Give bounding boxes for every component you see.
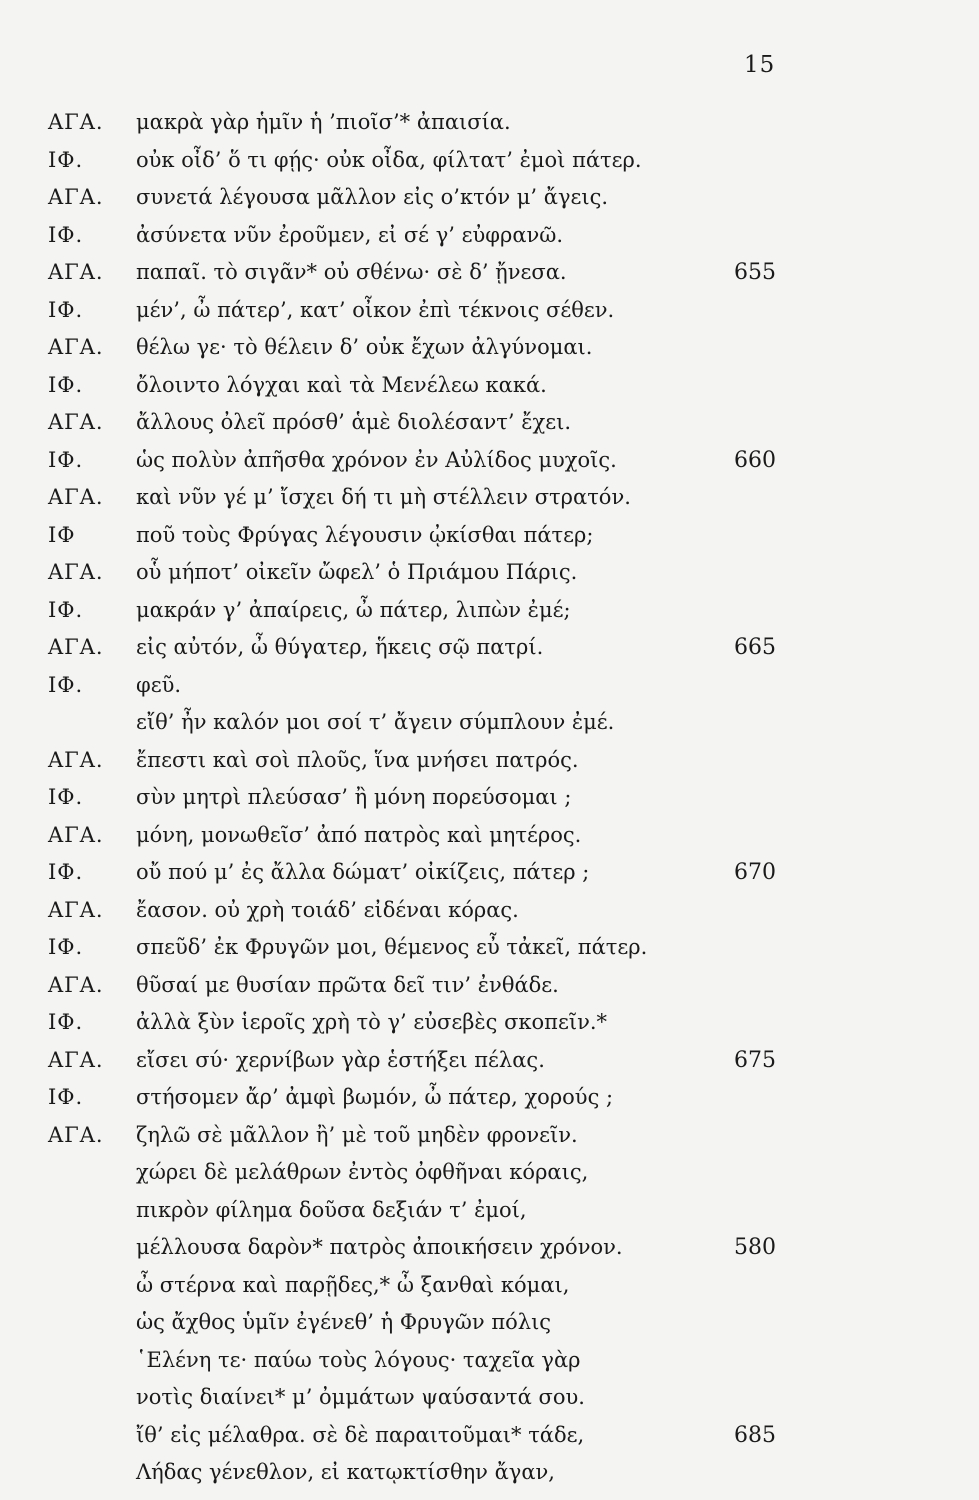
verse-text: στήσομεν ἄρ’ ἀμφὶ βωμόν, ὦ πάτερ, χορούς ; [136, 1085, 614, 1109]
verse-text: μόνη, μονωθεῖσ’ ἀπό πατρὸς καὶ μητέρος. [136, 822, 582, 847]
verse-line [0, 779, 979, 817]
verse-line [0, 1454, 979, 1492]
verse-text: ἔασον. οὐ χρὴ τοιάδ’ εἰδέναι κόρας. [136, 897, 519, 922]
verse-line [0, 1079, 979, 1117]
page-number: 15 [744, 52, 776, 78]
line-number: 665 [734, 635, 776, 660]
speaker-label: ΑΓΑ. [48, 635, 104, 659]
verse-text: ἀλλὰ ξὺν ἱεροῖς χρὴ τὸ γ’ εὐσεβὲς σκοπεῖν.* [136, 1010, 608, 1034]
verse-line [0, 667, 979, 705]
line-number: 655 [734, 260, 776, 285]
speaker-label: ΑΓΑ. [48, 260, 104, 284]
verse-lines [0, 104, 979, 1492]
verse-line [0, 1192, 979, 1230]
verse-line [0, 1267, 979, 1305]
speaker-label: ΑΓΑ. [48, 410, 104, 434]
speaker-label: ΙΦ. [48, 935, 84, 959]
verse-line [0, 742, 979, 780]
verse-text: σὺν μητρὶ πλεύσασ’ ἢ μόνη πορεύσομαι ; [136, 785, 572, 809]
verse-line [0, 367, 979, 405]
verse-text: οὔ πού μ’ ἐς ἄλλα δώματ’ οἰκίζεις, πάτερ ; [136, 860, 590, 884]
verse-text: μέλλουσα δαρὸν* πατρὸς ἀποικήσειν χρόνον. [136, 1235, 623, 1259]
verse-text: εἴσει σύ· χερνίβων γὰρ ἑστήξει πέλας. [136, 1047, 545, 1072]
verse-text: συνετά λέγουσα μᾶλλον εἰς ο’κτόν μ’ ἄγεις. [136, 185, 609, 209]
verse-text: ῾Ελένη τε· παύω τοὺς λόγους· ταχεῖα γὰρ [136, 1347, 581, 1372]
verse-text: ὡς πολὺν ἀπῆσθα χρόνον ἐν Αὐλίδος μυχοῖς. [136, 447, 617, 472]
verse-text: ὄλοιντο λόγχαι καὶ τὰ Μενέλεω κακά. [136, 372, 547, 397]
verse-line [0, 1379, 979, 1417]
verse-line [0, 892, 979, 930]
speaker-label: ΑΓΑ. [48, 560, 104, 584]
verse-text: νοτὶς διαίνει* μ’ ὀμμάτων ψαύσαντά σου. [136, 1385, 585, 1409]
speaker-label: ΙΦ. [48, 785, 84, 809]
speaker-label: ΑΓΑ. [48, 747, 104, 772]
verse-line [0, 629, 979, 667]
verse-line [0, 217, 979, 255]
verse-text: θῦσαί με θυσίαν πρῶτα δεῖ τιν’ ἐνθάδε. [136, 972, 559, 997]
speaker-label: ΙΦ. [48, 597, 84, 622]
verse-line [0, 817, 979, 855]
speaker-label: ΙΦ. [48, 1085, 84, 1109]
speaker-label: ΑΓΑ. [48, 822, 104, 847]
verse-text: ἔπεστι καὶ σοὶ πλοῦς, ἵνα μνήσει πατρός. [136, 747, 579, 772]
speaker-label: ΑΓΑ. [48, 485, 104, 509]
verse-text: οὗ μήποτ’ οἰκεῖν ὤφελ’ ὁ Πριάμου Πάρις. [136, 560, 578, 584]
speaker-label: ΙΦ. [48, 222, 84, 247]
verse-text: οὐκ οἶδ’ ὅ τι φῄς· οὐκ οἶδα, φίλτατ’ ἐμοὶ πάτερ. [136, 147, 642, 172]
speaker-label: ΙΦ. [48, 672, 84, 697]
line-number: 580 [734, 1235, 776, 1260]
speaker-label: ΑΓΑ. [48, 897, 104, 922]
verse-text: πικρὸν φίλημα δοῦσα δεξιάν τ’ ἐμοί, [136, 1197, 527, 1222]
verse-line [0, 929, 979, 967]
speaker-label: ΑΓΑ. [48, 335, 104, 359]
verse-text: χώρει δὲ μελάθρων ἐντὸς ὀφθῆναι κόραις, [136, 1160, 589, 1184]
verse-line [0, 592, 979, 630]
speaker-label: ΑΓΑ. [48, 1047, 104, 1072]
verse-line [0, 179, 979, 217]
speaker-label: ΑΓΑ. [48, 110, 104, 134]
verse-line [0, 329, 979, 367]
speaker-label: ΑΓΑ. [48, 185, 104, 209]
verse-line [0, 1117, 979, 1155]
verse-line [0, 1154, 979, 1192]
verse-line [0, 517, 979, 555]
line-number: 670 [734, 860, 776, 885]
verse-text: ζηλῶ σὲ μᾶλλον ἢ’ μὲ τοῦ μηδὲν φρονεῖν. [136, 1122, 578, 1147]
verse-line [0, 1342, 979, 1380]
verse-text: εἰς αὐτόν, ὦ θύγατερ, ἥκεις σῷ πατρί. [136, 635, 544, 659]
verse-text: θέλω γε· τὸ θέλειν δ’ οὐκ ἔχων ἀλγύνομαι. [136, 335, 593, 359]
verse-line [0, 1417, 979, 1455]
speaker-label: ΙΦ. [48, 147, 84, 172]
verse-text: μακράν γ’ ἀπαίρεις, ὦ πάτερ, λιπὼν ἐμέ; [136, 597, 571, 622]
verse-text: ποῦ τοὺς Φρύγας λέγουσιν ᾠκίσθαι πάτερ; [136, 522, 594, 547]
speaker-label: ΙΦ. [48, 1010, 84, 1034]
speaker-label: ΙΦ [48, 522, 76, 547]
verse-line [0, 554, 979, 592]
verse-text: ἄλλους ὀλεῖ πρόσθ’ ἁμὲ διολέσαντ’ ἔχει. [136, 410, 572, 434]
verse-line [0, 442, 979, 480]
verse-text: εἴθ’ ἦν καλόν μοι σοί τ’ ἄγειν σύμπλουν ἐμέ. [136, 710, 615, 734]
verse-text: παπαῖ. τὸ σιγᾶν* οὐ σθένω· σὲ δ’ ᾔνεσα. [136, 260, 567, 284]
speaker-label: ΙΦ. [48, 372, 84, 397]
verse-line [0, 854, 979, 892]
verse-text: Λήδας γένεθλον, εἰ κατῳκτίσθην ἄγαν, [136, 1460, 555, 1484]
verse-text: ἀσύνετα νῦν ἐροῦμεν, εἰ σέ γ’ εὐφρανῶ. [136, 222, 564, 247]
verse-line [0, 292, 979, 330]
verse-line [0, 967, 979, 1005]
verse-line [0, 479, 979, 517]
verse-line [0, 404, 979, 442]
speaker-label: ΙΦ. [48, 297, 84, 322]
verse-line [0, 254, 979, 292]
verse-text: μέν’, ὦ πάτερ’, κατ’ οἶκον ἐπὶ τέκνοις σέθεν. [136, 297, 615, 322]
verse-text: καὶ νῦν γέ μ’ ἴσχει δή τι μὴ στέλλειν στρατόν. [136, 485, 631, 509]
verse-text: φεῦ. [136, 672, 182, 697]
speaker-label: ΑΓΑ. [48, 972, 104, 997]
verse-line [0, 1229, 979, 1267]
verse-line [0, 704, 979, 742]
speaker-label: ΙΦ. [48, 447, 84, 472]
verse-line [0, 104, 979, 142]
verse-line [0, 142, 979, 180]
verse-line [0, 1042, 979, 1080]
verse-line [0, 1304, 979, 1342]
line-number: 685 [734, 1422, 776, 1448]
verse-text: σπεῦδ’ ἐκ Φρυγῶν μοι, θέμενος εὖ τἀκεῖ, πάτερ. [136, 935, 648, 959]
verse-text: μακρὰ γὰρ ἡμῖν ἡ ’πιοῖσ’* ἀπαισία. [136, 110, 511, 134]
verse-text: ἴθ’ εἰς μέλαθρα. σὲ δὲ παραιτοῦμαι* τάδε, [136, 1422, 585, 1447]
line-number: 675 [734, 1047, 776, 1073]
verse-text: ὡς ἄχθος ὑμῖν ἐγένεθ’ ἡ Φρυγῶν πόλις [136, 1310, 552, 1334]
line-number: 660 [734, 447, 776, 473]
speaker-label: ΑΓΑ. [48, 1122, 104, 1147]
speaker-label: ΙΦ. [48, 860, 84, 884]
verse-line [0, 1004, 979, 1042]
verse-text: ὦ στέρνα καὶ παρῇδες,* ὦ ξανθαὶ κόμαι, [136, 1272, 570, 1297]
